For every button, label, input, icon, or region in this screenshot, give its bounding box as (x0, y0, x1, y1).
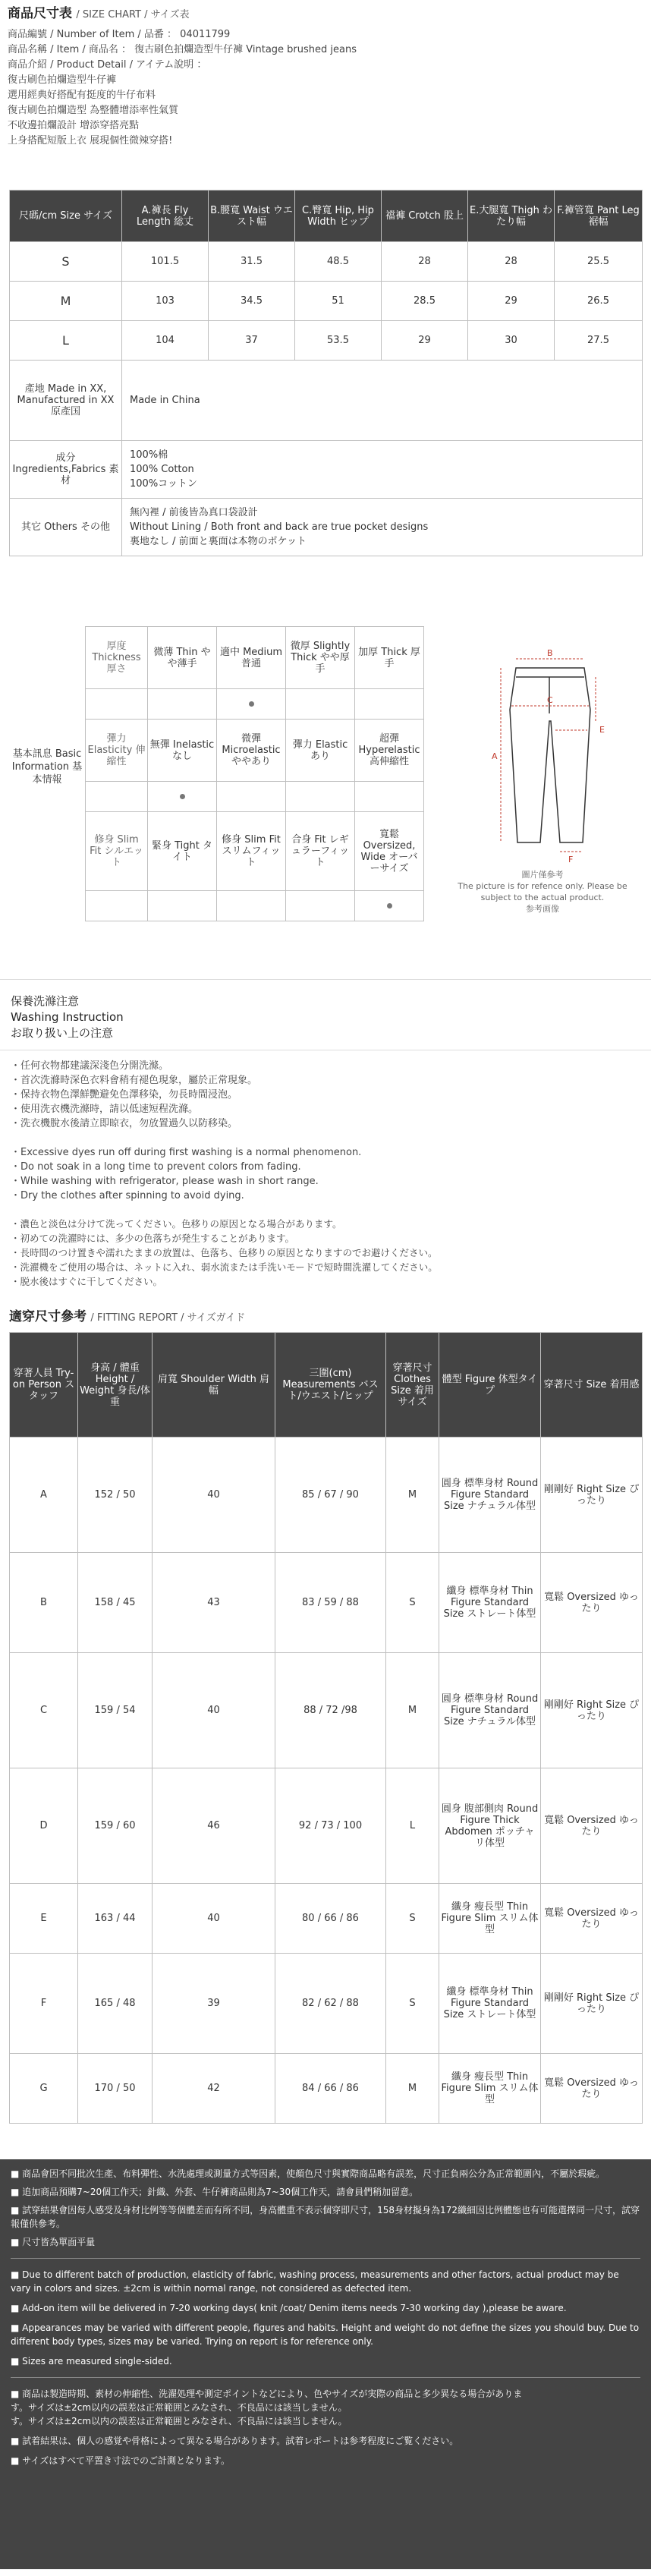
value-cell: S (386, 1553, 439, 1653)
table-row (10, 282, 643, 321)
header-shoulder: 肩寬 Shoulder Width 肩幅 (153, 1333, 275, 1438)
desc-line: 選用經典好搭配有挺度的牛仔布料 (8, 90, 156, 101)
washing-line: ・Do not soak in a long time to prevent colors from fading. (11, 1161, 301, 1173)
other-values (122, 499, 643, 556)
fit-label: 修身 Slim Fit シルエット (86, 812, 148, 891)
fitting-table-header (10, 1333, 643, 1438)
origin-row (10, 361, 643, 441)
fit-cell: 寬鬆 Oversized ゆったり (541, 1768, 643, 1884)
value-cell: 37 (209, 321, 295, 361)
elasticity-option: 無彈 Inelastic なし (148, 720, 217, 782)
title-zh: 商品尺寸表 (8, 6, 72, 21)
selected-dot (180, 701, 185, 707)
washing-line: ・洗濯機をご使用の場合は、ネットに入れ、弱水流または手洗いモードで短時間洗濯してください。 (11, 1261, 438, 1273)
value-cell: 92 / 73 / 100 (275, 1768, 386, 1884)
fitting-section (0, 1302, 651, 2144)
material-line: 100%棉 (130, 449, 168, 461)
thickness-option: 微薄 Thin やや薄手 (148, 627, 217, 689)
marker-cell (355, 689, 424, 720)
value-cell: 170 / 50 (78, 2054, 153, 2124)
figure-cell: 纖身 標準身材 Thin Figure Standard Size ストレート体型 (439, 1954, 541, 2054)
fit-option: 合身 Fit レギュラーフィット (286, 812, 355, 891)
item-info (8, 27, 643, 149)
elasticity-label: 彈力 Elasticity 伸縮性 (86, 720, 148, 782)
washing-title-line: 保養洗滌注意 (11, 994, 80, 1008)
diagram-label-f: F (568, 855, 574, 864)
basic-info-label: 基本訊息 Basic Information 基本情報 (11, 748, 83, 786)
material-values (122, 441, 643, 499)
other-row (10, 499, 643, 556)
note-line: subject to the actual product. (480, 893, 605, 902)
size-cell: L (10, 321, 122, 361)
size-cell: M (10, 282, 122, 321)
figure-cell: 纖身 瘦長型 Thin Figure Slim スリム体型 (439, 2054, 541, 2124)
person-cell: D (10, 1768, 78, 1884)
selected-dot (249, 794, 254, 799)
fit-cell: 剛剛好 Right Size ぴったり (541, 1653, 643, 1768)
value-cell: 51 (295, 282, 382, 321)
value-cell: 29 (468, 282, 555, 321)
value-cell: 43 (153, 1553, 275, 1653)
marker-cell (217, 891, 286, 921)
value-cell: 84 / 66 / 86 (275, 2054, 386, 2124)
note-line: ■ 尺寸皆為單面平量 (11, 2237, 96, 2247)
note-line: ■ サイズはすべて平置き寸法でのご計測となります。 (11, 2455, 230, 2466)
fitting-title-sub: / FITTING REPORT / サイズガイド (90, 1312, 246, 1324)
value-cell: L (386, 1768, 439, 1884)
washing-line: ・While washing with refrigerator, please wash in short range. (11, 1176, 319, 1187)
figure-cell: 圓身 標準身材 Round Figure Standard Size ナチュラル体型 (439, 1653, 541, 1768)
marker-cell (217, 782, 286, 812)
origin-label: 產地 Made in XX, Manufactured in XX 原產国 (10, 361, 122, 441)
info-line: 商品介紹 / Product Detail / アイテム說明 ： (8, 59, 207, 71)
table-row (10, 1768, 643, 1884)
info-line: 商品編號 / Number of Item / 品番 ： 04011799 (8, 29, 231, 40)
size-table-section (0, 190, 651, 615)
fit-row (86, 812, 424, 891)
selected-dot (180, 903, 185, 909)
washing-line: ・初めての洗濯時には、多少の色落ちが発生することがあります。 (11, 1233, 295, 1244)
value-cell: 104 (122, 321, 209, 361)
washing-en (11, 1145, 361, 1203)
fit-cell: 剛剛好 Right Size ぴったり (541, 1954, 643, 2054)
value-cell: M (386, 1438, 439, 1553)
marker-cell (355, 891, 424, 921)
table-row (10, 1553, 643, 1653)
header-height: 身高 / 體重 Height / Weight 身長/体重 (78, 1333, 153, 1438)
material-line: 100% Cotton (130, 464, 194, 475)
notes-en (11, 2268, 640, 2368)
washing-line: ・任何衣物都建議深淺色分開洗滌。 (11, 1060, 169, 1072)
desc-line: 復古刷色拍爛造型 為整體增添率性氣質 (8, 105, 179, 116)
value-cell: 88 / 72 /98 (275, 1653, 386, 1768)
person-cell: A (10, 1438, 78, 1553)
size-table-header (10, 191, 643, 242)
value-cell: 158 / 45 (78, 1553, 153, 1653)
desc-line: 上身搭配短版上衣 展現個性微辣穿搭! (8, 135, 173, 146)
selected-dot (180, 794, 185, 799)
fit-option: 修身 Slim Fit スリムフィット (217, 812, 286, 891)
info-line: 商品名稱 / Item / 商品名 ： 復古刷色拍爛造型牛仔褲 Vintage brushed jeans (8, 44, 357, 55)
figure-cell: 圓身 標準身材 Round Figure Standard Size ナチュラル体型 (439, 1438, 541, 1553)
material-row (10, 441, 643, 499)
header-clothes-size: 穿著尺寸 Clothes Size 着用サイズ (386, 1333, 439, 1438)
size-chart-header (0, 0, 651, 190)
marker-cell (148, 782, 217, 812)
value-cell: 34.5 (209, 282, 295, 321)
washing-line: ・Dry the clothes after spinning to avoid dying. (11, 1190, 244, 1201)
figure-cell: 圓身 腹部側肉 Round Figure Thick Abdomen ポッチャリ体型 (439, 1768, 541, 1884)
selected-dot (387, 794, 392, 799)
value-cell: M (386, 1653, 439, 1768)
selected-dot (318, 794, 323, 799)
header-person: 穿著人員 Try-on Person スタッフ (10, 1333, 78, 1438)
value-cell: 31.5 (209, 242, 295, 282)
value-cell: 165 / 48 (78, 1954, 153, 2054)
desc-line: 復古刷色拍爛造型牛仔褲 (8, 74, 117, 86)
washing-zh (11, 1059, 257, 1131)
person-cell: F (10, 1954, 78, 2054)
basic-info-section (0, 622, 651, 956)
value-cell: 46 (153, 1768, 275, 1884)
basic-info-table (85, 626, 424, 921)
value-cell: S (386, 1884, 439, 1954)
note-line: ■ Due to different batch of production, elasticity of fabric, washing process, measurements and other factors, actual product may be vary in colors and sizes. ±2cm is within normal range, not considered as defected item. (11, 2269, 619, 2294)
washing-line: ・Excessive dyes run off during first washing is a normal phenomenon. (11, 1147, 362, 1158)
header-size: 尺碼/cm Size サイズ (10, 191, 122, 242)
value-cell: 40 (153, 1884, 275, 1954)
washing-title (11, 994, 124, 1041)
person-cell: B (10, 1553, 78, 1653)
value-cell: 29 (382, 321, 468, 361)
value-cell: S (386, 1954, 439, 2054)
note-line: 圖片僅參考 (521, 870, 564, 880)
figure-cell: 纖身 瘦長型 Thin Figure Slim スリム体型 (439, 1884, 541, 1954)
value-cell: 53.5 (295, 321, 382, 361)
fitting-table (9, 1332, 643, 2124)
header-hip: C.臀寬 Hip, Hip Width ヒップ (295, 191, 382, 242)
washing-ja (11, 1217, 438, 1289)
selected-dot (249, 701, 254, 707)
value-cell: 83 / 59 / 88 (275, 1553, 386, 1653)
desc-line: 不收邊拍爛設計 增添穿搭亮點 (8, 120, 140, 131)
diagram-label-c: C (547, 695, 553, 705)
washing-line: ・長時間のつけ置きや濡れたままの放置は、色落ち、色移りの原因となりますのでお避けください。 (11, 1247, 438, 1258)
thickness-label: 厚度 Thickness 厚さ (86, 627, 148, 689)
diagram-label-e: E (599, 725, 605, 735)
other-line: 裏地なし / 前面と裏面は本物のポケット (130, 536, 307, 547)
notes-ja (11, 2387, 640, 2467)
marker-cell (148, 689, 217, 720)
thickness-marker-row (86, 689, 424, 720)
person-cell: E (10, 1884, 78, 1954)
value-cell: 28.5 (382, 282, 468, 321)
elasticity-marker-row (86, 782, 424, 812)
value-cell: 39 (153, 1954, 275, 2054)
diagram-note (451, 869, 634, 915)
value-cell: 82 / 62 / 88 (275, 1954, 386, 2054)
thickness-option: 適中 Medium 普通 (217, 627, 286, 689)
value-cell: 152 / 50 (78, 1438, 153, 1553)
washing-title-line: Washing Instruction (11, 1010, 124, 1024)
washing-line: ・洗衣機脫水後請立即晾衣，勿放置過久以防移染。 (11, 1118, 238, 1129)
size-cell: S (10, 242, 122, 282)
washing-line: ・濃色と淡色は分けて洗ってください。色移りの原因となる場合があります。 (11, 1218, 342, 1230)
fitting-title (9, 1302, 642, 1332)
header-leg: F.褲管寬 Pant Leg 裾幅 (555, 191, 643, 242)
fit-option: 緊身 Tight タイト (148, 812, 217, 891)
value-cell: 40 (153, 1438, 275, 1553)
marker-cell (355, 782, 424, 812)
table-row (10, 1438, 643, 1553)
washing-title-line: お取り扱い上の注意 (11, 1026, 114, 1040)
table-row (10, 321, 643, 361)
pants-diagram-icon (455, 638, 630, 865)
elasticity-option: 超彈 Hyperelastic 高伸縮性 (355, 720, 424, 782)
diagram-label-a: A (492, 751, 498, 761)
thickness-option: 微厚 Slightly Thick やや厚手 (286, 627, 355, 689)
header-figure: 體型 Figure 体型タイプ (439, 1333, 541, 1438)
note-line: ■ Add-on item will be delivered in 7-20 working days( knit /coat/ Denim items needs 7-30 working day ),please be aware. (11, 2303, 567, 2313)
value-cell: 103 (122, 282, 209, 321)
washing-line: ・保持衣物色澤鮮艷避免色澤移染，勿長時間浸泡。 (11, 1089, 238, 1101)
selected-dot (318, 701, 323, 707)
selected-dot (387, 903, 392, 909)
table-row (10, 1653, 643, 1768)
value-cell: 30 (468, 321, 555, 361)
fit-option: 寬鬆 Oversized, Wide オーバーサイズ (355, 812, 424, 891)
figure-cell: 纖身 標準身材 Thin Figure Standard Size ストレート体型 (439, 1553, 541, 1653)
header-crotch: 襠褲 Crotch 股上 (382, 191, 468, 242)
value-cell: 80 / 66 / 86 (275, 1884, 386, 1954)
note-line: ■ 試穿結果會因每人感受及身材比例等等個體差而有所不同，身高體重不表示個穿即尺寸，158身材擬身為172纖細因比例體態也有可能選擇同一尺寸，試穿報僅供參考。 (11, 2205, 640, 2229)
marker-cell (286, 891, 355, 921)
value-cell: 163 / 44 (78, 1884, 153, 1954)
header-length: A.褲長 Fly Length 総丈 (122, 191, 209, 242)
fit-cell: 寬鬆 Oversized ゆったり (541, 2054, 643, 2124)
washing-section (0, 979, 651, 1298)
size-table (9, 190, 643, 556)
notes-section (0, 2159, 651, 2569)
diagram-label-b: B (547, 648, 553, 658)
material-label: 成分 Ingredients,Fabrics 素材 (10, 441, 122, 499)
note-line: ■ Sizes are measured single-sided. (11, 2356, 172, 2367)
value-cell: 27.5 (555, 321, 643, 361)
value-cell: 159 / 60 (78, 1768, 153, 1884)
value-cell: 101.5 (122, 242, 209, 282)
value-cell: 26.5 (555, 282, 643, 321)
note-line: 参考画像 (526, 904, 559, 914)
selected-dot (318, 903, 323, 909)
marker-cell (148, 891, 217, 921)
table-row (10, 2054, 643, 2124)
person-cell: C (10, 1653, 78, 1768)
title-sub: / SIZE CHART / サイズ表 (76, 9, 190, 20)
value-cell: 42 (153, 2054, 275, 2124)
fit-marker-row (86, 891, 424, 921)
note-line: ■ 商品は製造時期、素材の伸縮性、洗濯処理や測定ポイントなどにより、色やサイズが実際の商品と多少異なる場合がありま (11, 2389, 523, 2399)
marker-cell (286, 782, 355, 812)
header-measurements: 三圍(cm) Measurements バスト/ウエスト/ヒップ (275, 1333, 386, 1438)
value-cell: 40 (153, 1653, 275, 1768)
elasticity-option: 微彈 Microelastic ややあり (217, 720, 286, 782)
material-line: 100%コットン (130, 478, 197, 490)
table-row (10, 242, 643, 282)
note-line: ■ 試着結果は、個人の感覚や骨格によって異なる場合があります。試着レポートは参考程度にご覧ください。 (11, 2436, 459, 2446)
other-label: 其它 Others その他 (10, 499, 122, 556)
fit-cell: 剛剛好 Right Size ぴったり (541, 1438, 643, 1553)
origin-value: Made in China (122, 361, 643, 441)
value-cell: 28 (382, 242, 468, 282)
fit-cell: 寬鬆 Oversized ゆったり (541, 1553, 643, 1653)
note-line: す。サイズは±2cm以内の誤差は正常範囲とみなされ、不良品には該当しません。 (11, 2416, 348, 2426)
note-line: す。サイズは±2cm以内の誤差は正常範囲とみなされ、不良品には該当しません。 (11, 2402, 348, 2413)
thickness-option: 加厚 Thick 厚手 (355, 627, 424, 689)
note-line: ■ 追加商品預購7~20個工作天；針織、外套、牛仔褲商品則為7~30個工作天，請會員們稍加留意。 (11, 2187, 419, 2197)
header-thigh: E.大腿寬 Thigh わたり幅 (468, 191, 555, 242)
selected-dot (387, 701, 392, 707)
person-cell: G (10, 2054, 78, 2124)
page-title (8, 5, 643, 24)
thickness-row (86, 627, 424, 689)
table-row (10, 1884, 643, 1954)
value-cell: 28 (468, 242, 555, 282)
value-cell: M (386, 2054, 439, 2124)
elasticity-row (86, 720, 424, 782)
value-cell: 48.5 (295, 242, 382, 282)
other-line: 無內裡 / 前後皆為真口袋設計 (130, 507, 258, 518)
header-waist: B.腰寬 Waist ウエスト幅 (209, 191, 295, 242)
other-line: Without Lining / Both front and back are true pocket designs (130, 521, 429, 533)
note-line: The picture is for refence only. Please be (458, 881, 627, 891)
elasticity-option: 彈力 Elastic あり (286, 720, 355, 782)
marker-cell (217, 689, 286, 720)
table-row (10, 1954, 643, 2054)
marker-cell (286, 689, 355, 720)
header-fit: 穿著尺寸 Size 着用感 (541, 1333, 643, 1438)
fit-cell: 寬鬆 Oversized ゆったり (541, 1884, 643, 1954)
notes-zh (11, 2167, 640, 2249)
value-cell: 159 / 54 (78, 1653, 153, 1768)
note-line: ■ 商品會因不同批次生產、布料彈性、水洗處理或測量方式等因素，使顏色尺寸與實際商品略有誤差，尺寸正負兩公分為正常範圍內，不屬於瑕疵。 (11, 2168, 605, 2179)
selected-dot (249, 903, 254, 909)
washing-line: ・使用洗衣機洗滌時，請以低速短程洗滌。 (11, 1104, 199, 1115)
fitting-title-zh: 適穿尺寸參考 (9, 1309, 86, 1324)
washing-line: ・脱水後はすぐに干してください。 (11, 1276, 163, 1287)
note-line: ■ Appearances may be varied with different people, figures and habits. Height and weight do not define the sizes you should buy. Due to different body types, sizes may be varied. Trying on report is for reference only. (11, 2322, 640, 2347)
value-cell: 85 / 67 / 90 (275, 1438, 386, 1553)
value-cell: 25.5 (555, 242, 643, 282)
washing-line: ・首次洗滌時深色衣料會稍有褪色現象，屬於正常現象。 (11, 1075, 258, 1086)
